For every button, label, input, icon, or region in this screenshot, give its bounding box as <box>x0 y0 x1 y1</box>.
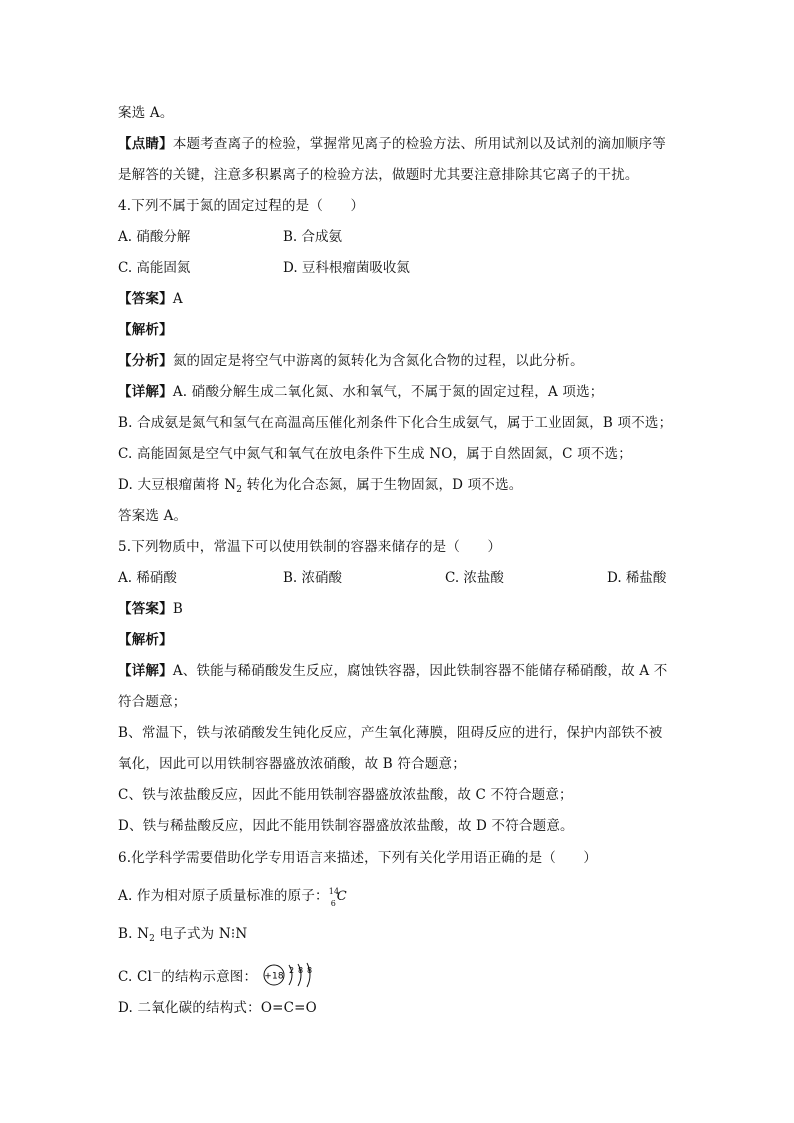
option-c <box>118 961 332 989</box>
text-line: B. 合成氨是氮气和氢气在高温高压催化剂条件下化合生成氨气，属于工业固氮，B 项不选； <box>118 415 673 431</box>
text-line: C. 高能固氮是空气中氮气和氧气在放电条件下生成 NO，属于自然固氮，C 项不选； <box>118 446 632 462</box>
nuclide-symbol <box>328 887 347 908</box>
detail-text: A. 硝酸分解生成二氧化氮、水和氧气，不属于氮的固定过程，A 项选； <box>172 384 604 400</box>
option-a <box>118 887 347 908</box>
question-5: 5.下列物质中，常温下可以使用铁制的容器来储存的是（ ） <box>118 539 502 555</box>
text-line: 是解答的关键，注意多积累离子的检验方法，做题时尤其要注意排除其它离子的干扰。 <box>118 167 639 183</box>
option-c: C. 浓盐酸 <box>445 570 504 586</box>
mass-number: 14 <box>328 887 340 896</box>
shell-electrons: 8 <box>306 966 312 975</box>
option-b: B. 浓硝酸 <box>283 570 343 586</box>
detail-tag: 【详解】 <box>118 384 173 400</box>
analysis-tag: 【解析】 <box>118 322 173 338</box>
detail-line <box>118 662 668 680</box>
text-line: 答案选 A。 <box>118 508 188 524</box>
analysis-tag: 【解析】 <box>118 632 173 648</box>
answer-line <box>118 290 183 308</box>
answer-tag: 【答案】 <box>118 601 173 617</box>
fenxi-line <box>118 352 584 370</box>
option-text: A. 作为相对原子质量标准的原子： <box>118 888 329 904</box>
text-segment: B. N <box>118 926 150 942</box>
shell-electrons: 8 <box>297 966 303 975</box>
text-line: 案选 A。 <box>118 105 174 121</box>
text-line: B、常温下，铁与浓硝酸发生钝化反应，产生氧化薄膜，阻碍反应的进行，保护内部铁不被 <box>118 725 663 741</box>
question-4: 4.下列不属于氮的固定过程的是（ ） <box>118 198 365 214</box>
text-segment: D. 大豆根瘤菌将 N <box>118 477 237 493</box>
atomic-number: 6 <box>330 899 337 908</box>
subscript: 2 <box>236 485 243 495</box>
text-line: D、铁与稀盐酸反应，因此不能用铁制容器盛放浓盐酸，故 D 不符合题意。 <box>118 818 574 834</box>
tip-tag: 【点睛】 <box>118 136 173 152</box>
subscript: 2 <box>149 934 156 944</box>
text-line <box>118 476 522 499</box>
fenxi-text: 氮的固定是将空气中游离的氮转化为含氮化合物的过程，以此分析。 <box>172 353 584 369</box>
option-d: D. 二氧化碳的结构式：O=C=O <box>118 1000 317 1016</box>
detail-text: A、铁能与稀硝酸发生反应，腐蚀铁容器，因此铁制容器不能储存稀硝酸，故 A 不 <box>172 663 668 679</box>
option-a: A. 硝酸分解 <box>118 229 191 245</box>
superscript: － <box>152 969 162 979</box>
tip-text: 本题考查离子的检验，掌握常见离子的检验方法、所用试剂以及试剂的滴加顺序等 <box>172 136 667 152</box>
detail-line <box>118 383 603 401</box>
fenxi-tag: 【分析】 <box>118 353 173 369</box>
text-line: 符合题意； <box>118 694 187 710</box>
answer-line <box>118 600 183 618</box>
detail-tag: 【详解】 <box>118 663 173 679</box>
text-line: 氧化，因此可以用铁制容器盛放浓硝酸，故 B 符合题意； <box>118 756 466 772</box>
answer-value: B <box>172 601 183 617</box>
answer-tag: 【答案】 <box>118 291 173 307</box>
text-segment: 转化为化合态氮，属于生物固氮，D 项不选。 <box>242 477 523 493</box>
text-line: C、铁与浓盐酸反应，因此不能用铁制容器盛放浓盐酸，故 C 不符合题意； <box>118 787 573 803</box>
option-b <box>118 925 247 948</box>
nucleus-charge: +18 <box>263 971 284 982</box>
option-d: D. 稀盐酸 <box>607 570 667 586</box>
option-d: D. 豆科根瘤菌吸收氮 <box>283 260 410 276</box>
question-6: 6.化学科学需要借助化学专用语言来描述，下列有关化学用语正确的是（ ） <box>118 850 598 866</box>
text-segment: 的结构示意图： <box>161 969 258 985</box>
answer-value: A <box>172 291 183 307</box>
option-c: C. 高能固氮 <box>118 260 191 276</box>
option-b: B. 合成氨 <box>283 229 343 245</box>
text-segment: C. Cl <box>118 969 153 985</box>
element-symbol: C <box>336 889 347 904</box>
text-segment: 电子式为 N⁝N <box>155 926 248 942</box>
atom-structure-diagram <box>262 961 332 989</box>
option-a: A. 稀硝酸 <box>118 570 177 586</box>
tip-line <box>118 135 666 153</box>
shell-electrons: 2 <box>288 966 294 975</box>
